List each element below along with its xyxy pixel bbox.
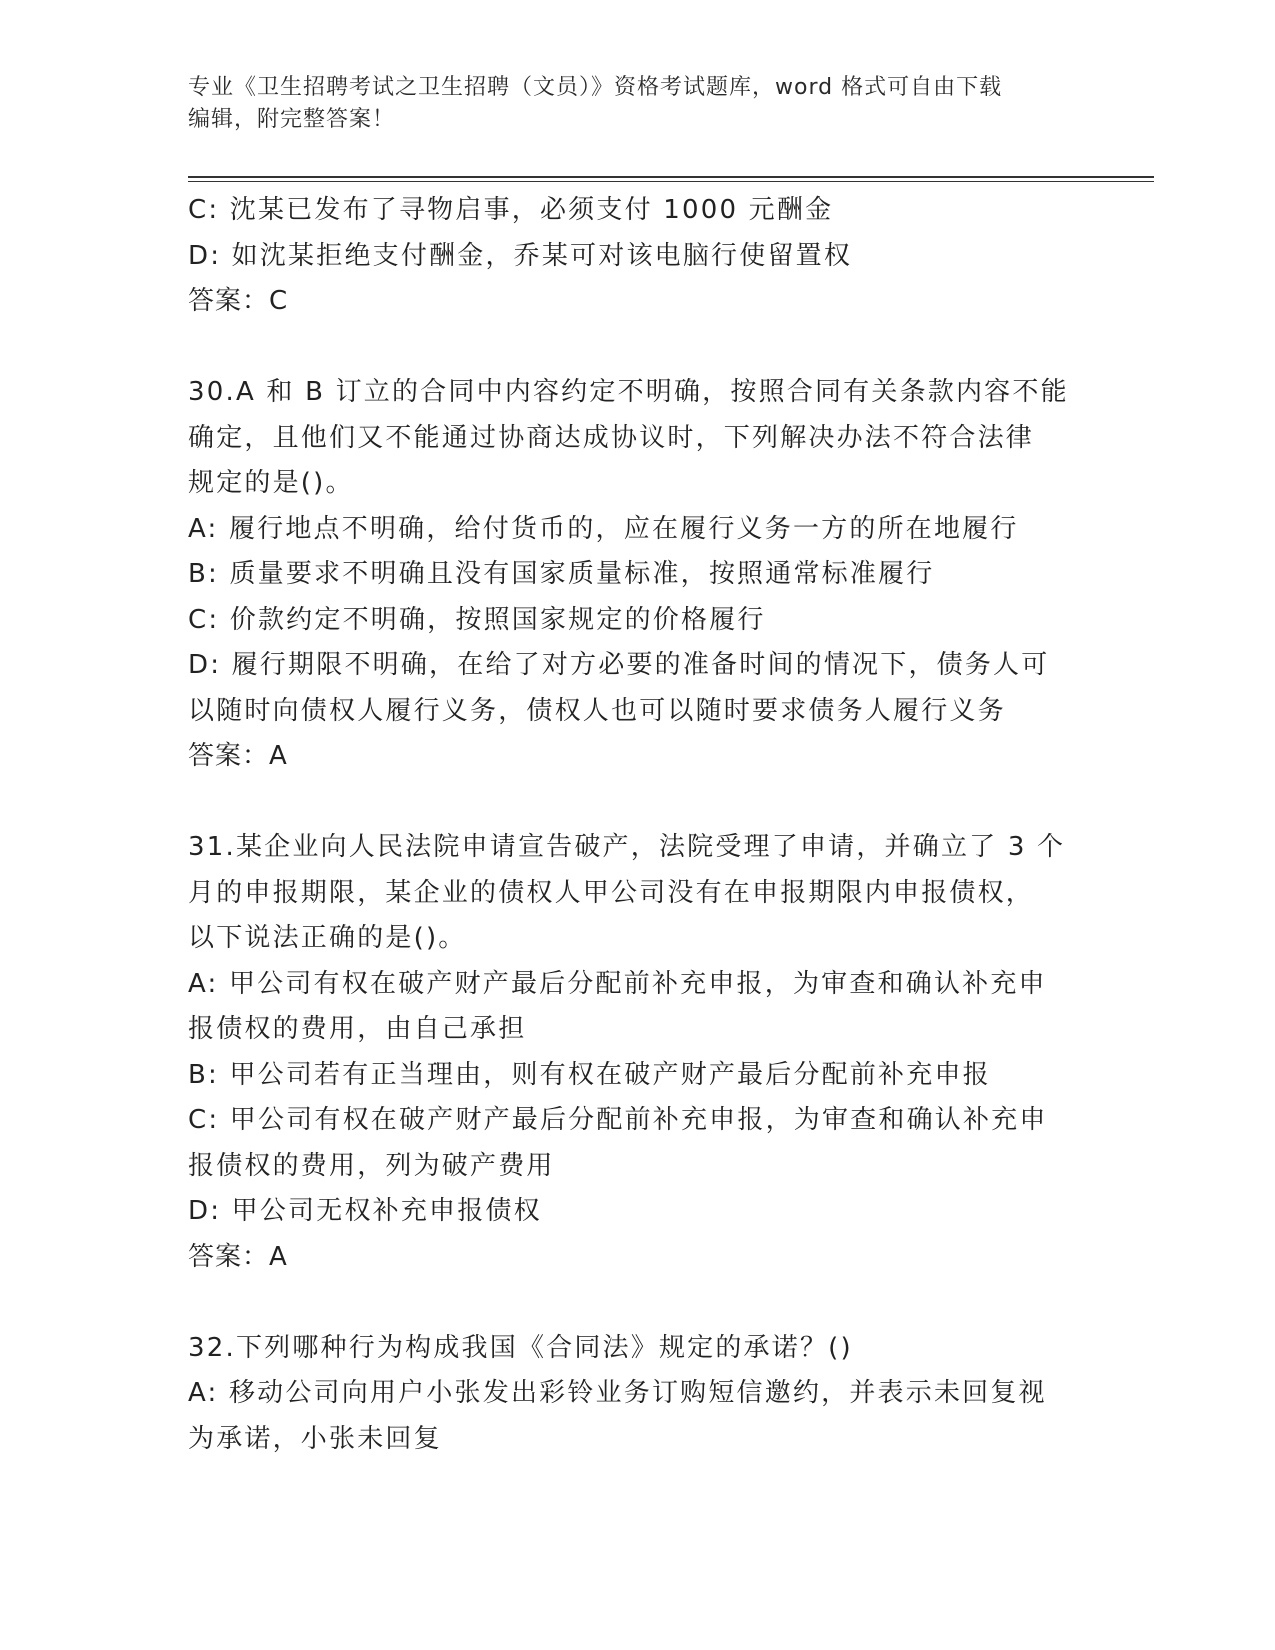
q31-option-a-line: A: 甲公司有权在破产财产最后分配前补充申报，为审查和确认补充申 [188, 968, 1047, 999]
q29-answer: 答案：C [188, 286, 289, 316]
q30-stem-line: 确定，且他们又不能通过协商达成协议时，下列解决办法不符合法律 [188, 422, 1035, 453]
q30-option-b: B: 质量要求不明确且没有国家质量标准，按照通常标准履行 [188, 559, 935, 589]
header-rule-thick [188, 176, 1154, 178]
q32-option-a-line: 为承诺，小张未回复 [188, 1423, 442, 1454]
header-line-2: 编辑，附完整答案！ [188, 107, 396, 132]
q30-option-d-line: D: 履行期限不明确，在给了对方必要的准备时间的情况下，债务人可 [188, 650, 1050, 680]
q30-option-a: A: 履行地点不明确，给付货币的，应在履行义务一方的所在地履行 [188, 513, 1019, 544]
q29-option-c: C: 沈某已发布了寻物启事，必须支付 1000 元酬金 [188, 195, 834, 225]
header-line-1: 专业《卫生招聘考试之卫生招聘（文员）》资格考试题库，word 格式可自由下载 [188, 75, 1003, 100]
q30-stem-line: 规定的是()。 [188, 468, 354, 498]
document-body [188, 188, 1068, 1462]
q31-stem-line: 以下说法正确的是()。 [188, 923, 467, 953]
q31-option-c-line: 报债权的费用，列为破产费用 [188, 1150, 555, 1181]
spacer [188, 325, 1068, 371]
q30-stem-line: 30.A 和 B 订立的合同中内容约定不明确，按照合同有关条款内容不能 [188, 377, 1069, 407]
question-31 [188, 825, 1068, 1280]
header-rule-thin [188, 181, 1154, 182]
q30-option-c: C: 价款约定不明确，按照国家规定的价格履行 [188, 604, 766, 635]
q31-option-c-line: C: 甲公司有权在破产财产最后分配前补充申报，为审查和确认补充申 [188, 1105, 1048, 1135]
question-29-tail [188, 188, 1068, 325]
q31-option-b: B: 甲公司若有正当理由，则有权在破产财产最后分配前补充申报 [188, 1059, 991, 1090]
question-32 [188, 1326, 1068, 1463]
q31-option-d: D: 甲公司无权补充申报债权 [188, 1196, 542, 1226]
q31-stem-line: 月的申报期限，某企业的债权人甲公司没有在申报期限内申报债权， [188, 877, 1035, 908]
spacer [188, 780, 1068, 826]
question-30 [188, 370, 1068, 780]
q30-answer: 答案：A [188, 741, 288, 771]
document-header [188, 72, 1068, 136]
q32-stem: 32.下列哪种行为构成我国《合同法》规定的承诺？() [188, 1332, 853, 1363]
q31-answer: 答案：A [188, 1241, 288, 1272]
q29-option-d: D: 如沈某拒绝支付酬金，乔某可对该电脑行使留置权 [188, 240, 853, 271]
q30-option-d-line: 以随时向债权人履行义务，债权人也可以随时要求债务人履行义务 [188, 695, 1006, 726]
q31-option-a-line: 报债权的费用，由自己承担 [188, 1014, 527, 1044]
q31-stem-line: 31.某企业向人民法院申请宣告破产，法院受理了申请，并确立了 3 个 [188, 832, 1066, 862]
q32-option-a-line: A: 移动公司向用户小张发出彩铃业务订购短信邀约，并表示未回复视 [188, 1378, 1047, 1408]
spacer [188, 1280, 1068, 1326]
